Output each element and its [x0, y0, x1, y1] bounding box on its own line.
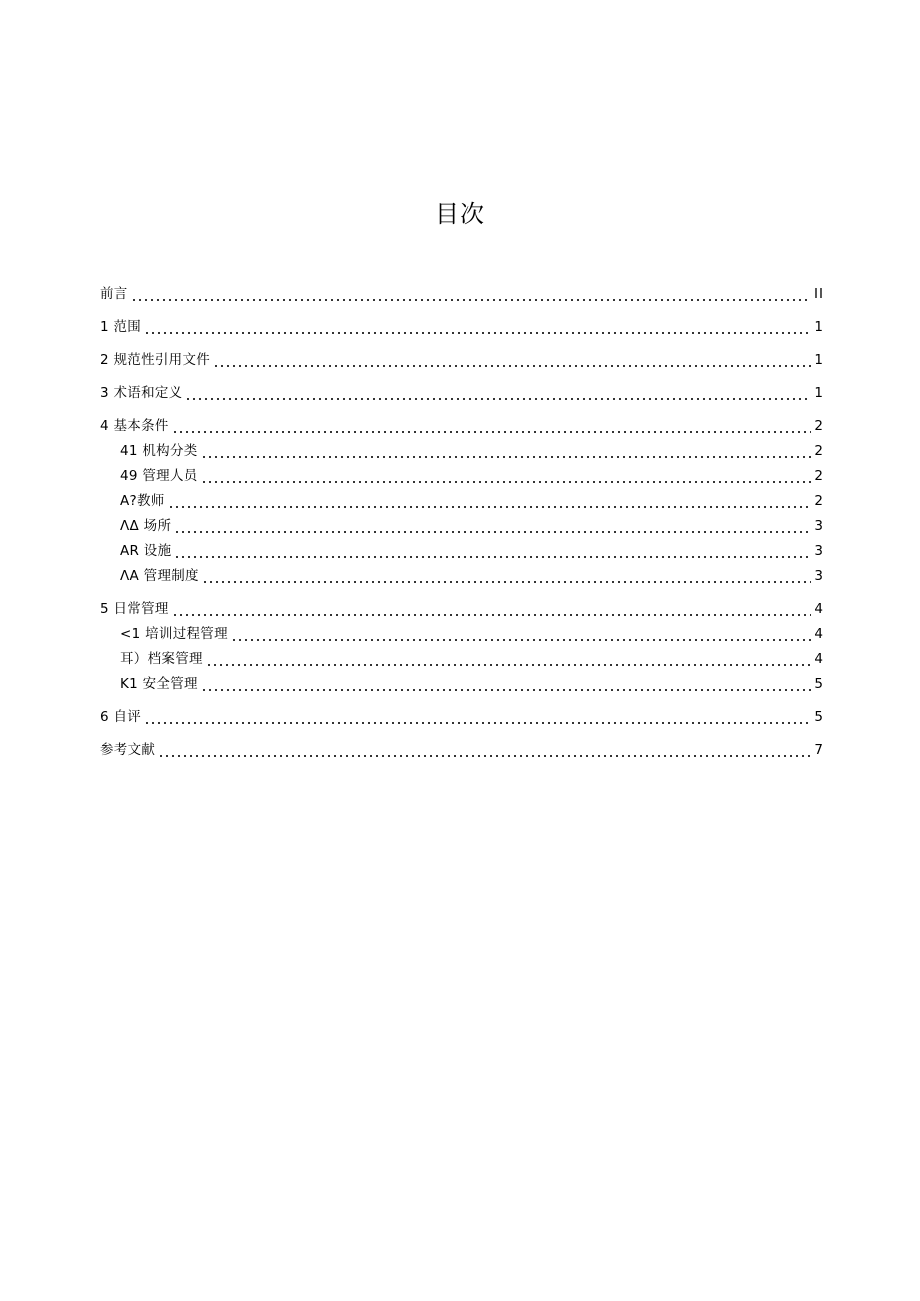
- page-title: 目次: [435, 200, 485, 228]
- toc-entry[interactable]: [100, 649, 824, 669]
- toc-entry-label: A?教师: [120, 493, 165, 509]
- toc-entry[interactable]: [100, 416, 824, 436]
- toc-entry[interactable]: [100, 317, 824, 337]
- toc-entry[interactable]: [100, 707, 824, 727]
- toc-dot-leader: [213, 350, 811, 370]
- toc-entry[interactable]: [100, 284, 824, 304]
- toc-entry[interactable]: [100, 466, 824, 486]
- toc-entry-page-number: 5: [814, 676, 824, 692]
- toc-entry-page-number: 2: [814, 418, 824, 434]
- toc-entry[interactable]: [100, 624, 824, 644]
- toc-entry-page-number: 3: [814, 568, 824, 584]
- toc-dot-leader: [201, 441, 812, 461]
- toc-entry-page-number: 4: [814, 626, 824, 642]
- toc-entry-label: 6 自评: [100, 709, 142, 725]
- toc-dot-leader: [131, 284, 811, 304]
- toc-entry[interactable]: [100, 541, 824, 561]
- toc-dot-leader: [168, 491, 812, 511]
- toc-entry-page-number: II: [814, 286, 824, 302]
- toc-entry-page-number: 4: [814, 601, 824, 617]
- toc-entry-page-number: 2: [814, 443, 824, 459]
- toc-dot-leader: [158, 740, 811, 760]
- toc-entry-page-number: 4: [814, 651, 824, 667]
- toc-dot-leader: [174, 541, 811, 561]
- toc-dot-leader: [144, 317, 811, 337]
- toc-dot-leader: [201, 466, 812, 486]
- toc-entry[interactable]: [100, 350, 824, 370]
- toc-entry[interactable]: [100, 516, 824, 536]
- toc-dot-leader: [206, 649, 812, 669]
- toc-dot-leader: [231, 624, 812, 644]
- toc-entry-page-number: 2: [814, 493, 824, 509]
- toc-dot-leader: [174, 516, 811, 536]
- table-of-contents: [100, 284, 824, 760]
- toc-entry-page-number: 3: [814, 518, 824, 534]
- toc-entry[interactable]: [100, 674, 824, 694]
- toc-entry-label: 前言: [100, 286, 128, 302]
- toc-entry[interactable]: [100, 599, 824, 619]
- toc-entry-label: ΛΔ 场所: [120, 518, 172, 534]
- toc-dot-leader: [201, 674, 812, 694]
- toc-entry-label: 1 范围: [100, 319, 142, 335]
- toc-entry-label: 3 术语和定义: [100, 385, 183, 401]
- toc-entry-label: 2 规范性引用文件: [100, 352, 211, 368]
- toc-entry-label: <1 培训过程管理: [120, 626, 228, 642]
- toc-entry-page-number: 1: [814, 385, 824, 401]
- toc-entry-label: 4 基本条件: [100, 418, 169, 434]
- toc-entry[interactable]: [100, 566, 824, 586]
- toc-dot-leader: [185, 383, 811, 403]
- toc-entry-page-number: 5: [814, 709, 824, 725]
- toc-entry-page-number: 1: [814, 352, 824, 368]
- toc-entry-label: 49 管理人员: [120, 468, 198, 484]
- toc-dot-leader: [144, 707, 811, 727]
- toc-entry-page-number: 2: [814, 468, 824, 484]
- toc-entry-label: 41 机构分类: [120, 443, 198, 459]
- toc-entry-label: 参考文献: [100, 742, 156, 758]
- toc-dot-leader: [202, 566, 812, 586]
- toc-entry[interactable]: [100, 740, 824, 760]
- toc-entry-label: AR 设施: [120, 543, 172, 559]
- toc-entry[interactable]: [100, 441, 824, 461]
- toc-entry[interactable]: [100, 491, 824, 511]
- toc-entry-page-number: 3: [814, 543, 824, 559]
- toc-dot-leader: [172, 416, 812, 436]
- toc-entry-label: 耳）档案管理: [120, 651, 203, 667]
- toc-entry-label: K1 安全管理: [120, 676, 198, 692]
- toc-entry-label: 5 日常管理: [100, 601, 169, 617]
- toc-entry[interactable]: [100, 383, 824, 403]
- toc-dot-leader: [172, 599, 812, 619]
- toc-entry-page-number: 1: [814, 319, 824, 335]
- toc-entry-page-number: 7: [814, 742, 824, 758]
- toc-entry-label: ΛA 管理制度: [120, 568, 199, 584]
